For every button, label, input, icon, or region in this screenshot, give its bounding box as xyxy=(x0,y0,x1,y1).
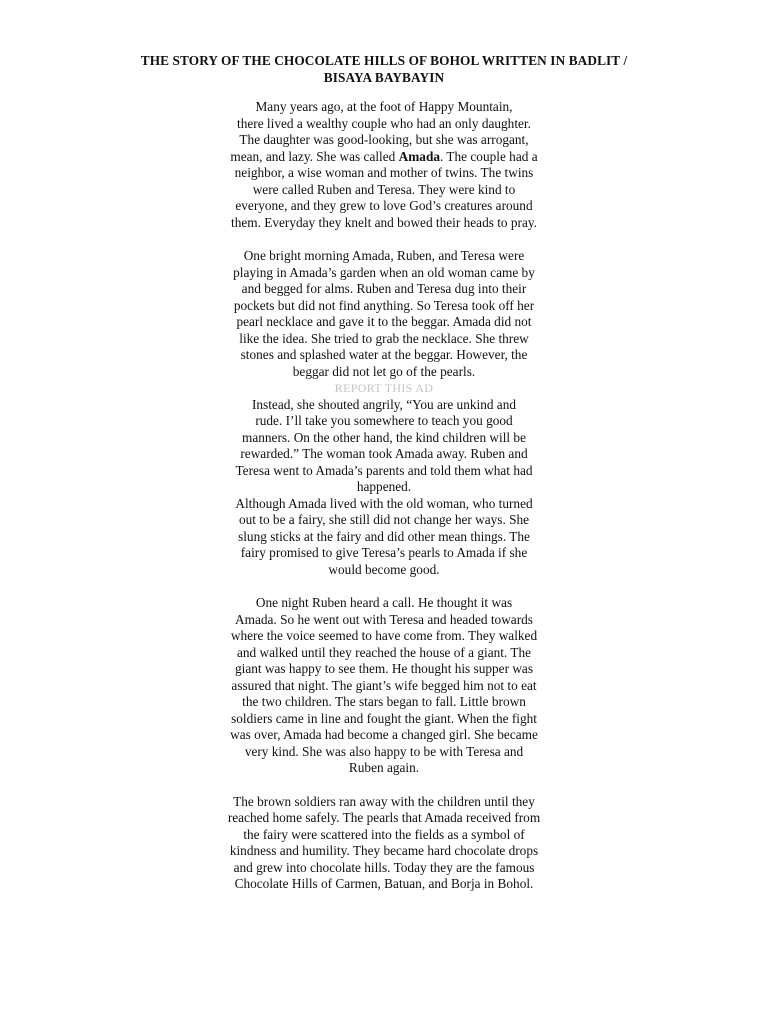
text-line: One bright morning Amada, Ruben, and Teresa were xyxy=(243,248,525,263)
text-line: fairy promised to give Teresa’s pearls to Amada if she xyxy=(240,545,528,560)
text-line: pockets but did not find anything. So Teresa took off her xyxy=(233,297,535,313)
text-line: where the voice seemed to have come from. They walked xyxy=(230,628,538,643)
text-line: there lived a wealthy couple who had an only daughter. xyxy=(237,115,531,131)
text-line: neighbor, a wise woman and mother of twins. The twins xyxy=(234,165,534,180)
text-line: everyone, and they grew to love God’s creatures around xyxy=(235,198,533,213)
document-title xyxy=(90,52,678,86)
paragraph-giant xyxy=(186,595,582,777)
text-line: kindness and humility. They became hard chocolate drops xyxy=(229,843,539,858)
text-line: manners. On the other hand, the kind children will be xyxy=(242,429,526,445)
text-line: beggar did not let go of the pearls. xyxy=(292,363,476,379)
text-line: assured that night. The giant’s wife begged him not to eat xyxy=(231,677,537,693)
text-line: the fairy were scattered into the fields as a symbol of xyxy=(243,826,525,842)
text-line: was over, Amada had become a changed girl. She became xyxy=(230,727,538,742)
paragraph-ending xyxy=(186,794,582,893)
title-line: THE STORY OF THE CHOCOLATE HILLS OF BOHOL WRITTEN IN BADLIT / xyxy=(140,53,628,68)
text-line: happened. xyxy=(356,479,412,494)
paragraph-fairy xyxy=(186,397,582,579)
text-line: would become good. xyxy=(328,561,440,577)
text-line: Amada. So he went out with Teresa and headed towards xyxy=(235,611,533,627)
story-body xyxy=(186,99,582,893)
text-line: soldiers came in line and fought the giant. When the fight xyxy=(231,710,537,726)
text-line: The brown soldiers ran away with the children until they xyxy=(233,793,535,809)
text-line: them. Everyday they knelt and bowed their heads to pray. xyxy=(231,214,537,230)
text-fragment: . The couple had a xyxy=(440,148,538,164)
text-line: Ruben again. xyxy=(348,760,420,775)
text-line: stones and splashed water at the beggar. However, the xyxy=(240,347,528,362)
text-line-with-name xyxy=(186,149,582,166)
report-ad-link[interactable]: REPORT THIS AD xyxy=(334,381,434,395)
text-line: slung sticks at the fairy and did other mean things. The xyxy=(238,528,530,544)
text-line: like the idea. She tried to grab the necklace. She threw xyxy=(239,330,529,346)
text-line: One night Ruben heard a call. He thought it was xyxy=(255,595,513,610)
text-line: playing in Amada’s garden when an old woman came by xyxy=(233,264,535,280)
paragraph-garden xyxy=(186,248,582,380)
text-line: were called Ruben and Teresa. They were kind to xyxy=(252,181,516,197)
character-name-amada: Amada xyxy=(398,148,440,164)
text-line: and walked until they reached the house of a giant. The xyxy=(236,644,532,660)
text-fragment: mean, and lazy. She was called xyxy=(230,148,399,164)
text-line: The daughter was good-looking, but she was arrogant, xyxy=(239,132,529,147)
title-line: BISAYA BAYBAYIN xyxy=(323,70,445,85)
text-line: Teresa went to Amada’s parents and told them what had xyxy=(235,462,533,478)
text-line: and grew into chocolate hills. Today they are the famous xyxy=(233,859,535,875)
text-line: reached home safely. The pearls that Amada received from xyxy=(227,810,541,825)
text-line: the two children. The stars began to fall. Little brown xyxy=(242,694,526,709)
text-line: pearl necklace and gave it to the beggar. Amada did not xyxy=(236,314,532,329)
text-line: Many years ago, at the foot of Happy Mountain, xyxy=(255,99,513,114)
paragraph-intro xyxy=(186,99,582,231)
text-line: rude. I’ll take you somewhere to teach you good xyxy=(255,413,513,428)
text-line: Chocolate Hills of Carmen, Batuan, and Borja in Bohol. xyxy=(234,876,534,891)
text-line: out to be a fairy, she still did not change her ways. She xyxy=(238,512,530,527)
text-line: rewarded.” The woman took Amada away. Ruben and xyxy=(240,446,528,461)
text-line: Although Amada lived with the old woman, who turned xyxy=(235,495,533,511)
text-line: very kind. She was also happy to be with Teresa and xyxy=(244,743,524,759)
text-line: Instead, she shouted angrily, “You are unkind and xyxy=(251,396,517,412)
text-line: and begged for alms. Ruben and Teresa dug into their xyxy=(241,281,527,296)
text-line: giant was happy to see them. He thought his supper was xyxy=(234,661,534,676)
